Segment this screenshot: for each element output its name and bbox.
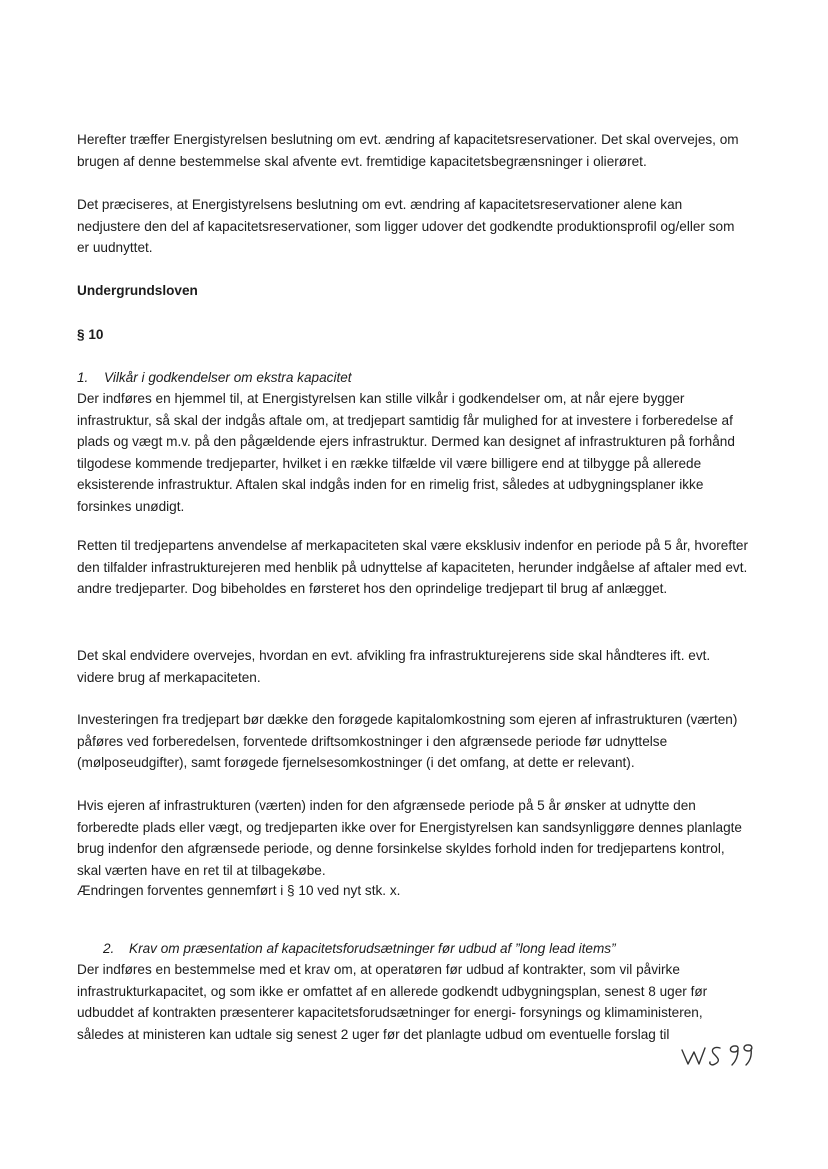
paragraph-investment: Investeringen fra tredjepart bør dække den forøgede kapitalomkostning som ejeren af infrastrukturen (værten) påføres ved forberedelsen, forventede driftsomkostninger i den afgrænsede periode før udnyttelse (mølposeudgifter), samt forøgede fjernelsesomkostninger (i det omfang, at dette er relevant).: [77, 712, 738, 771]
paragraph-decommissioning: Det skal endvidere overvejes, hvordan en evt. afvikling fra infrastrukturejerens side skal håndteres ift. evt. videre brug af merkapaciteten.: [77, 648, 711, 685]
item-2-title: Krav om præsentation af kapacitetsforudsætninger før udbud af ”long lead items”: [129, 941, 616, 956]
item-2-number: 2.: [103, 941, 115, 956]
paragraph-clarification: Det præciseres, at Energistyrelsens beslutning om evt. ændring af kapacitetsreservationer alene kan nedjustere den del af kapacitetsreservationer, som ligger udover det godkendte produktionsprofil og/eller som er uudnyttet.: [77, 197, 735, 256]
item-2-heading: [103, 938, 753, 960]
paragraph-buyback: Hvis ejeren af infrastrukturen (værten) inden for den afgrænsede periode på 5 år ønsker at udnytte den forberedte plads eller vægt, og tredjeparten ikke over for Energistyrelsen kan sandsynliggøre dennes planlagte brug indenfor den afgrænsede periode, og denne forsinkelse skyldes forhold inden for tredjepartens kontrol, skal værten have en ret til at tilbagekøbe.: [77, 798, 742, 878]
item-1-number: 1.: [77, 370, 89, 385]
handwritten-initials: [676, 1036, 758, 1074]
paragraph-decision: Herefter træffer Energistyrelsen beslutning om evt. ændring af kapacitetsreservationer. Det skal overvejes, om brugen af denne bestemmelse skal afvente evt. fremtidige kapacitetsbegrænsninger i olierøret.: [77, 132, 739, 169]
paragraph-third-party-rights: Retten til tredjepartens anvendelse af merkapaciteten skal være eksklusiv indenfor en periode på 5 år, hvorefter den tilfalder infrastrukturejeren med henblik på udnyttelse af kapaciteten, herunder indgåelse af aftaler med evt. andre tredjeparter. Dog bibeholdes en førsteret hos den oprindelige tredjepart til brug af anlægget.: [77, 538, 748, 597]
item-1-heading: [77, 367, 749, 389]
handwritten-initials-drawing: [676, 1036, 758, 1074]
paragraph-implementation: Ændringen forventes gennemført i § 10 ved nyt stk. x.: [77, 883, 401, 898]
item-1-title: Vilkår i godkendelser om ekstra kapacitet: [104, 370, 352, 385]
paragraph-long-lead-items: Der indføres en bestemmelse med et krav om, at operatøren før udbud af kontrakter, som vil påvirke infrastrukturkapacitet, og som ikke er omfattet af en allerede godkendt udbygningsplan, senest 8 uger før udbuddet af kontrakten præsenterer kapacitetsforudsætninger for energi- forsynings og klimaministeren, således at ministeren kan udtale sig senest 2 uger før det planlagte udbud om eventuelle forslag til: [77, 962, 708, 1042]
paragraph-conditions: Der indføres en hjemmel til, at Energistyrelsen kan stille vilkår i godkendelser om, at når ejere bygger infrastruktur, så skal der indgås aftale om, at tredjepart samtidig får mulighed for at investere i forberedelse af plads og vægt m.v. på den pågældende ejers infrastruktur. Dermed kan designet af infrastrukturen på forhånd tilgodese kommende tredjeparter, hvilket i en række tilfælde vil være billigere end at tilbygge på allerede eksisterende infrastruktur. Aftalen skal indgås inden for en rimelig frist, således at udbygningsplaner ikke forsinkes unødigt.: [77, 391, 735, 514]
heading-section-10: § 10: [77, 327, 104, 342]
heading-undergrundsloven: Undergrundsloven: [77, 283, 198, 298]
